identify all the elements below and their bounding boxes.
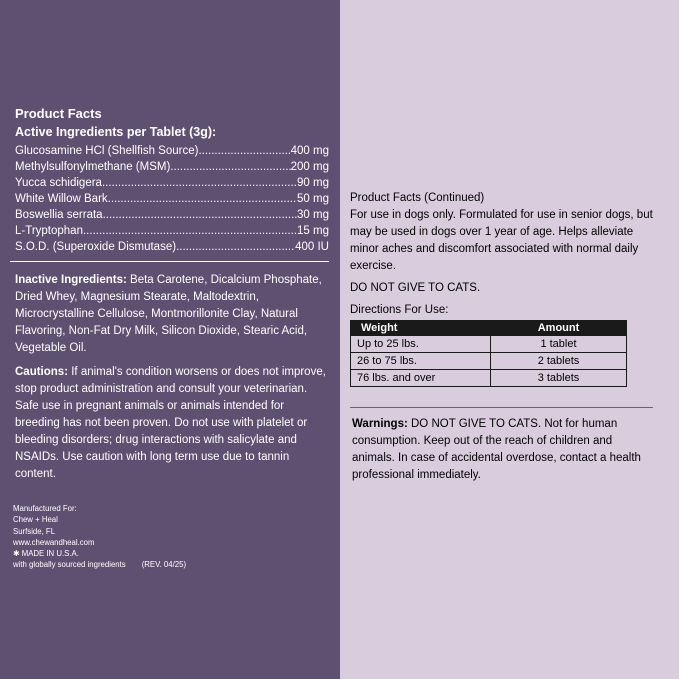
ingredient-amount: 50 mg <box>297 193 329 205</box>
cautions-text: If animal's condition worsens or does not improve, stop product administration and consult your veterinarian. Safe use in pregnant animals or animals intended for breeding has not been proven. Do not use with platelet or bleeding disorders; drug interactions with salicylate and NSAIDs. Use caution with long term use due to tannin content. <box>15 366 326 480</box>
cautions <box>15 364 329 483</box>
ingredient-name: Yucca schidigera <box>15 177 102 189</box>
ingredient-amount: 200 mg <box>290 161 329 173</box>
amount-cell: 3 tablets <box>491 370 627 387</box>
sourcing-note: with globally sourced ingredients <box>13 560 126 570</box>
inactive-ingredients <box>15 272 327 357</box>
table-header-row <box>351 321 627 336</box>
ingredient-name: Boswellia serrata <box>15 209 103 221</box>
ingredient-amount: 400 mg <box>290 145 329 157</box>
ingredient-row <box>15 207 329 223</box>
revision-code: (REV. 04/25) <box>141 560 187 570</box>
active-ingredients-heading: Active Ingredients per Tablet (3g): <box>15 125 217 139</box>
ingredient-name: Glucosamine HCl (Shellfish Source) <box>15 145 199 157</box>
section-divider <box>10 261 329 262</box>
ingredient-row <box>15 191 329 207</box>
amount-cell: 2 tablets <box>491 353 627 370</box>
weight-cell: 76 lbs. and over <box>351 370 491 387</box>
active-ingredients-section <box>15 106 329 255</box>
ingredient-name: White Willow Bark <box>15 193 108 205</box>
leader-dots <box>102 175 297 191</box>
leader-dots <box>170 159 290 175</box>
manufacturer-line: Chew + Heal <box>13 515 58 525</box>
ingredient-row <box>15 239 329 255</box>
continued-title: Product Facts (Continued) <box>350 192 485 204</box>
product-facts-title: Product Facts <box>15 106 102 121</box>
table-row <box>351 353 627 370</box>
leader-dots <box>198 143 290 159</box>
leader-dots <box>108 191 297 207</box>
ingredient-row <box>15 159 329 175</box>
amount-cell: 1 tablet <box>491 336 627 353</box>
ingredient-name: L-Tryptophan <box>15 225 83 237</box>
inactive-ingredients-label: Inactive Ingredients: <box>15 274 127 286</box>
usage-text: For use in dogs only. Formulated for use in senior dogs, but may be used in dogs over 1 year of age. Helps alleviate minor aches and discomfort associated with normal daily exercise. <box>350 209 653 272</box>
table-row <box>351 370 627 387</box>
weight-cell: Up to 25 lbs. <box>351 336 491 353</box>
amount-header: Amount <box>491 321 627 336</box>
ingredient-name: Methylsulfonylmethane (MSM) <box>15 161 171 173</box>
manufacturer-info <box>13 503 323 571</box>
no-cats-notice: DO NOT GIVE TO CATS. <box>350 282 481 294</box>
cautions-label: Cautions: <box>15 366 69 378</box>
manufacturer-line: Surfside, FL <box>13 526 56 536</box>
leader-dots <box>83 223 297 239</box>
ingredient-amount: 90 mg <box>297 177 329 189</box>
directions-title: Directions For Use: <box>350 304 449 316</box>
made-in-usa: ✱ MADE IN U.S.A. <box>13 549 79 559</box>
leader-dots <box>103 207 297 223</box>
active-ingredients-list <box>15 143 329 255</box>
warnings <box>352 416 652 484</box>
ingredient-amount: 15 mg <box>297 225 329 237</box>
leader-dots <box>176 239 295 255</box>
manufacturer-website: www.chewandheal.com <box>13 537 95 547</box>
ingredient-row <box>15 175 329 191</box>
ingredient-row <box>15 143 329 159</box>
ingredient-amount: 30 mg <box>297 209 329 221</box>
weight-header: Weight <box>351 321 491 336</box>
warnings-text: DO NOT GIVE TO CATS. Not for human consumption. Keep out of the reach of children and animals. In case of accidental overdose, contact a health professional immediately. <box>352 418 641 481</box>
weight-cell: 26 to 75 lbs. <box>351 353 491 370</box>
manufacturer-line <box>13 559 323 570</box>
dosage-table <box>350 320 627 387</box>
manufacturer-line: Manufactured For: <box>13 504 77 513</box>
ingredient-name: S.O.D. (Superoxide Dismutase) <box>15 241 177 253</box>
section-divider <box>350 407 653 408</box>
ingredient-row <box>15 223 329 239</box>
warnings-label: Warnings: <box>352 418 408 430</box>
ingredient-amount: 400 IU <box>295 241 329 253</box>
inactive-ingredients-text: Beta Carotene, Dicalcium Phosphate, Dried Whey, Magnesium Stearate, Maltodextrin, Microcrystalline Cellulose, Montmorillonite Clay, Natural Flavoring, Non-Fat Dry Milk, Silicon Dioxide, Stearic Acid, Vegetable Oil. <box>15 274 322 354</box>
table-row <box>351 336 627 353</box>
product-facts-continued <box>350 190 662 318</box>
